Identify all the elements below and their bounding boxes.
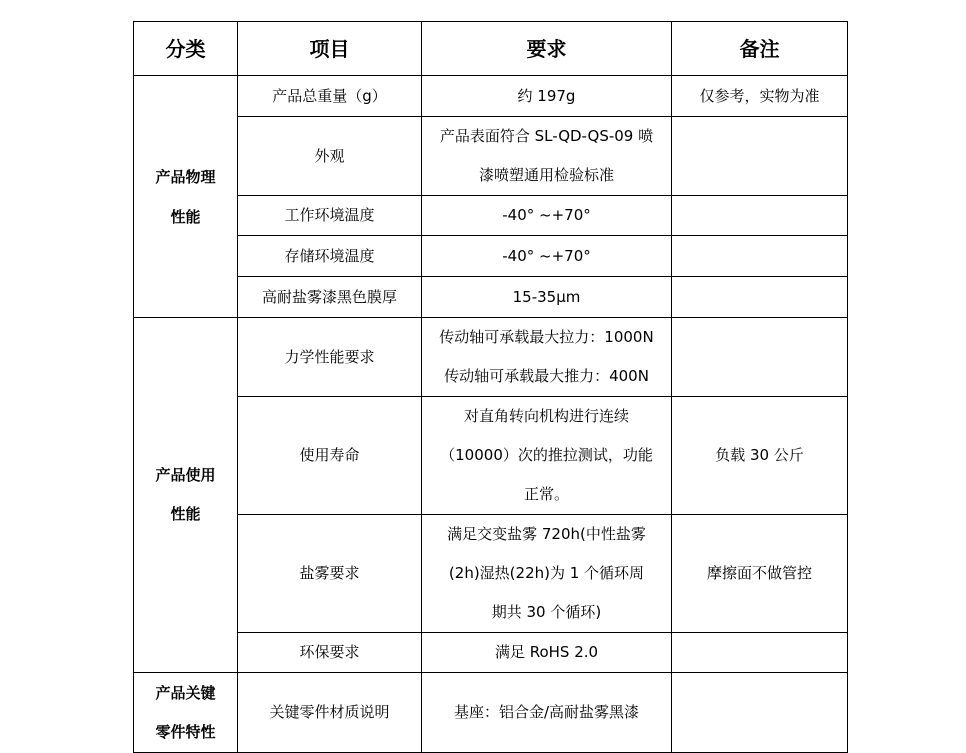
item-cell: 关键零件材质说明 — [238, 673, 422, 753]
category-line: 产品物理 — [155, 167, 216, 186]
requirement-line: 传动轴可承载最大推力：400N — [444, 367, 649, 385]
item-cell: 产品总重量（g） — [238, 76, 422, 117]
requirement-line: 约 197g — [517, 87, 576, 105]
requirement-cell — [422, 633, 672, 673]
requirement-cell — [422, 673, 672, 753]
requirement-line: -40° ~+70° — [502, 206, 591, 224]
remark-cell — [672, 236, 848, 277]
item-cell: 工作环境温度 — [238, 196, 422, 236]
header-row — [134, 22, 848, 76]
requirement-line: （10000）次的推拉测试，功能 — [440, 446, 653, 464]
category-usage — [134, 318, 238, 673]
spec-table — [133, 21, 848, 753]
header-item: 项目 — [238, 22, 422, 76]
requirement-line: 对直角转向机构进行连续 — [463, 407, 629, 425]
item-cell: 外观 — [238, 117, 422, 196]
item-cell: 高耐盐雾漆黑色膜厚 — [238, 277, 422, 318]
item-cell: 力学性能要求 — [238, 318, 422, 397]
requirement-line: 漆喷塑通用检验标准 — [478, 166, 614, 184]
requirement-cell — [422, 236, 672, 277]
category-line: 产品关键 — [155, 683, 216, 702]
requirement-cell — [422, 196, 672, 236]
requirement-line: 满足交变盐雾 720h(中性盐雾 — [447, 525, 646, 543]
requirement-line: -40° ~+70° — [502, 247, 591, 265]
table-row — [134, 397, 848, 515]
header-remark: 备注 — [672, 22, 848, 76]
category-line: 产品使用 — [155, 466, 216, 484]
requirement-line: 基座：铝合金/高耐盐雾黑漆 — [453, 703, 640, 721]
requirement-line: 正常。 — [523, 485, 569, 503]
requirement-cell — [422, 515, 672, 633]
table-row — [134, 236, 848, 277]
requirement-line: 传动轴可承载最大拉力：1000N — [439, 328, 654, 346]
category-key-parts — [134, 673, 238, 753]
category-line: 性能 — [170, 505, 201, 523]
remark-cell: 负载 30 公斤 — [672, 397, 848, 515]
remark-cell — [672, 673, 848, 753]
requirement-cell — [422, 76, 672, 117]
table-row — [134, 515, 848, 633]
header-category: 分类 — [134, 22, 238, 76]
remark-cell — [672, 196, 848, 236]
remark-cell — [672, 117, 848, 196]
remark-cell — [672, 277, 848, 318]
requirement-cell — [422, 117, 672, 196]
table-row — [134, 633, 848, 673]
item-cell: 环保要求 — [238, 633, 422, 673]
remark-cell: 仅参考，实物为准 — [672, 76, 848, 117]
table-row — [134, 277, 848, 318]
remark-cell — [672, 633, 848, 673]
requirement-line: 产品表面符合 SL-QD-QS-09 喷 — [439, 127, 654, 145]
item-cell: 盐雾要求 — [238, 515, 422, 633]
item-cell: 存储环境温度 — [238, 236, 422, 277]
requirement-cell — [422, 318, 672, 397]
requirement-line: 满足 RoHS 2.0 — [494, 643, 599, 661]
table-row — [134, 318, 848, 397]
header-requirement: 要求 — [422, 22, 672, 76]
requirement-cell — [422, 277, 672, 318]
table-row — [134, 673, 848, 753]
item-cell: 使用寿命 — [238, 397, 422, 515]
table-row — [134, 196, 848, 236]
table-row — [134, 117, 848, 196]
remark-cell: 摩擦面不做管控 — [672, 515, 848, 633]
requirement-cell — [422, 397, 672, 515]
requirement-line: 15-35μm — [512, 288, 581, 306]
requirement-line: (2h)湿热(22h)为 1 个循环周 — [448, 564, 645, 582]
category-line: 零件特性 — [155, 722, 216, 741]
table-row — [134, 76, 848, 117]
category-physical — [134, 76, 238, 318]
category-line: 性能 — [170, 207, 201, 226]
requirement-line: 期共 30 个循环) — [491, 603, 602, 621]
remark-cell — [672, 318, 848, 397]
